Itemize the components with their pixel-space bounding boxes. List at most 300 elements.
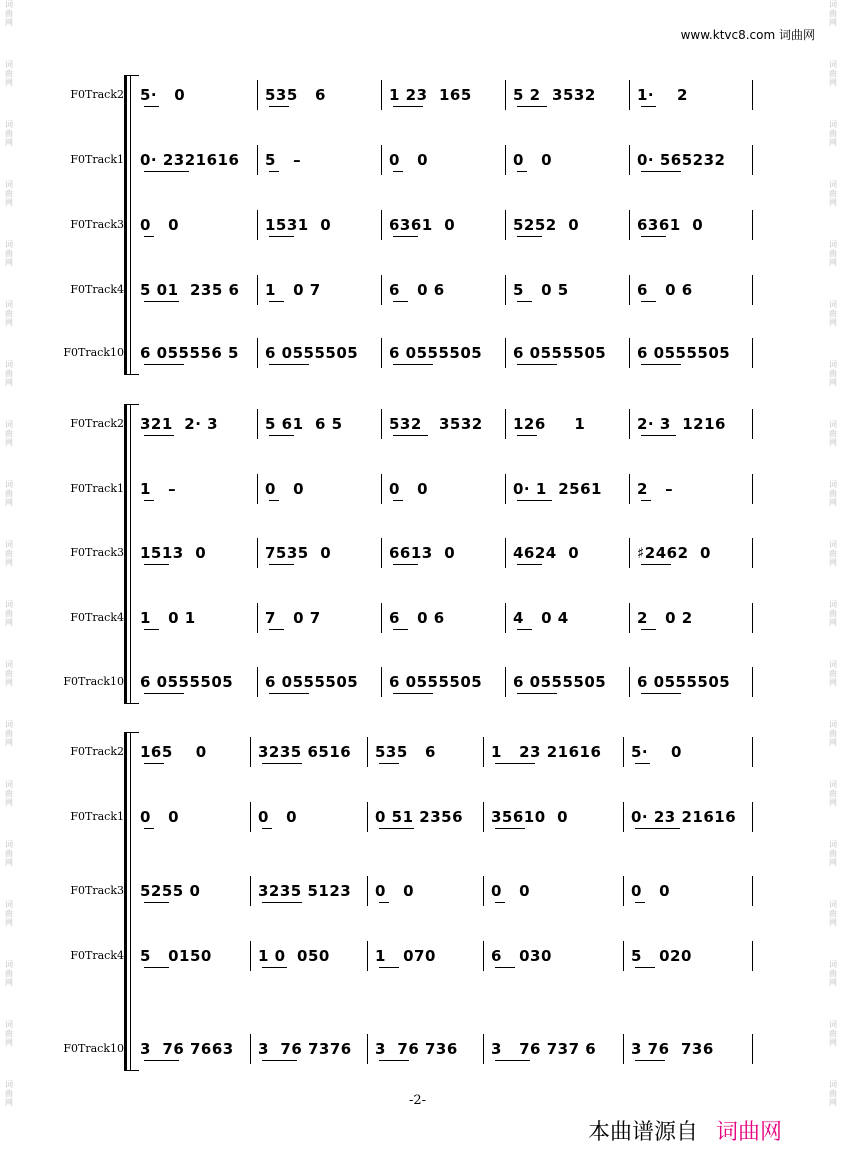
- watermark-glyphs: [2, 960, 16, 987]
- beam-line: [495, 1060, 530, 1061]
- bar-line: [381, 603, 382, 633]
- beam-line: [379, 902, 389, 903]
- measure-notes: 3235 6516: [258, 743, 352, 761]
- measure-notes: 6 0 6: [637, 281, 693, 299]
- measure-notes: 0 51 2356: [375, 808, 464, 826]
- watermark-char: 曲: [829, 549, 837, 558]
- measure-notes: 6 055556 5: [140, 344, 239, 362]
- bar-line: [629, 80, 630, 110]
- bar-line: [752, 210, 753, 240]
- measure-notes: 1 23 165: [389, 86, 472, 104]
- watermark-char: 曲: [829, 1089, 837, 1098]
- watermark-char: 词: [5, 480, 13, 489]
- watermark-char: 曲: [829, 789, 837, 798]
- beam-line: [393, 500, 403, 501]
- bar-line: [505, 538, 506, 568]
- beam-line: [641, 171, 681, 172]
- measure-notes: 535 6: [375, 743, 436, 761]
- watermark-char: 曲: [5, 129, 13, 138]
- track-label: F0Track1: [70, 482, 124, 495]
- watermark-char: 网: [829, 1038, 837, 1047]
- bar-line: [752, 145, 753, 175]
- measure-notes: 6 0555505: [513, 344, 607, 362]
- watermark-char: 词: [829, 660, 837, 669]
- beam-line: [144, 301, 179, 302]
- watermark-char: 网: [5, 738, 13, 747]
- bar-line: [505, 667, 506, 697]
- watermark-glyphs: [2, 840, 16, 867]
- bar-line: [250, 802, 251, 832]
- watermark-char: 网: [5, 618, 13, 627]
- watermark-char: 曲: [829, 909, 837, 918]
- measure-notes: 3235 5123: [258, 882, 352, 900]
- watermark-char: 网: [5, 438, 13, 447]
- beam-line: [495, 967, 515, 968]
- track-label: F0Track10: [63, 1042, 124, 1055]
- beam-line: [393, 236, 418, 237]
- bar-line: [505, 474, 506, 504]
- site-url-header: www.ktvc8.com 词曲网: [680, 28, 815, 42]
- watermark-char: 网: [5, 1038, 13, 1047]
- watermark-char: 曲: [5, 189, 13, 198]
- watermark-glyphs: [826, 60, 840, 87]
- watermark-char: 曲: [829, 369, 837, 378]
- bar-line: [257, 538, 258, 568]
- track-label: F0Track1: [70, 810, 124, 823]
- beam-line: [635, 828, 680, 829]
- watermark-char: 词: [5, 300, 13, 309]
- bar-line: [752, 275, 753, 305]
- measure-notes: 6 0 6: [389, 609, 445, 627]
- bar-line: [752, 802, 753, 832]
- bar-line: [623, 876, 624, 906]
- watermark-glyphs: [2, 1020, 16, 1047]
- beam-line: [269, 564, 294, 565]
- watermark-char: 词: [829, 480, 837, 489]
- watermark-glyphs: [2, 180, 16, 207]
- beam-line: [517, 106, 547, 107]
- watermark-char: 网: [829, 618, 837, 627]
- bar-line: [367, 941, 368, 971]
- bar-line: [505, 409, 506, 439]
- watermark-char: 网: [829, 978, 837, 987]
- watermark-char: 网: [829, 1098, 837, 1107]
- watermark-char: 网: [5, 378, 13, 387]
- watermark-char: 词: [829, 900, 837, 909]
- beam-line: [641, 564, 671, 565]
- bar-line: [505, 210, 506, 240]
- watermark-char: 网: [5, 18, 13, 27]
- bar-line: [483, 876, 484, 906]
- beam-line: [379, 967, 399, 968]
- bar-line: [752, 603, 753, 633]
- beam-line: [517, 171, 527, 172]
- watermark-char: 词: [829, 720, 837, 729]
- watermark-glyphs: [2, 900, 16, 927]
- bar-line: [250, 941, 251, 971]
- beam-line: [269, 106, 289, 107]
- beam-line: [635, 763, 650, 764]
- bar-line: [629, 474, 630, 504]
- bar-line: [257, 210, 258, 240]
- measure-notes: 535 6: [265, 86, 326, 104]
- bar-line: [752, 474, 753, 504]
- watermark-char: 曲: [5, 489, 13, 498]
- watermark-char: 曲: [5, 969, 13, 978]
- beam-line: [144, 364, 184, 365]
- beam-line: [495, 828, 525, 829]
- bar-line: [752, 941, 753, 971]
- watermark-char: 词: [829, 120, 837, 129]
- bar-line: [257, 275, 258, 305]
- track-label: F0Track2: [70, 88, 124, 101]
- track-label: F0Track4: [70, 611, 124, 624]
- watermark-char: 网: [829, 438, 837, 447]
- beam-line: [269, 435, 294, 436]
- watermark-char: 词: [829, 960, 837, 969]
- beam-line: [393, 629, 408, 630]
- watermark-glyphs: [2, 660, 16, 687]
- measure-notes: 1 –: [140, 480, 177, 498]
- watermark-char: 网: [829, 558, 837, 567]
- bar-line: [629, 275, 630, 305]
- measure-notes: 4 0 4: [513, 609, 569, 627]
- watermark-char: 词: [5, 420, 13, 429]
- watermark-char: 曲: [829, 1029, 837, 1038]
- watermark-char: 网: [829, 738, 837, 747]
- bar-line: [381, 409, 382, 439]
- watermark-glyphs: [2, 360, 16, 387]
- measure-notes: 0 0: [491, 882, 531, 900]
- watermark-char: 曲: [829, 669, 837, 678]
- bar-line: [623, 941, 624, 971]
- measure-notes: 5· 0: [631, 743, 682, 761]
- bar-line: [752, 80, 753, 110]
- bar-line: [752, 338, 753, 368]
- bar-line: [629, 210, 630, 240]
- watermark-char: 网: [829, 78, 837, 87]
- bar-line: [623, 1034, 624, 1064]
- watermark-char: 词: [829, 420, 837, 429]
- bar-line: [257, 145, 258, 175]
- watermark-glyphs: [2, 420, 16, 447]
- measure-notes: 6 0555505: [265, 673, 359, 691]
- beam-line: [393, 171, 403, 172]
- watermark-glyphs: [826, 300, 840, 327]
- watermark-char: 网: [829, 198, 837, 207]
- measure-notes: 5 61 6 5: [265, 415, 343, 433]
- watermark-char: 网: [829, 18, 837, 27]
- bar-line: [367, 876, 368, 906]
- watermark-glyphs: [826, 240, 840, 267]
- watermark-glyphs: [826, 780, 840, 807]
- beam-line: [144, 435, 174, 436]
- beam-line: [269, 301, 284, 302]
- beam-line: [144, 500, 154, 501]
- watermark-char: 网: [829, 258, 837, 267]
- measure-notes: 1 070: [375, 947, 436, 965]
- watermark-char: 曲: [5, 669, 13, 678]
- watermark-char: 网: [5, 678, 13, 687]
- measure-notes: 3 76 7663: [140, 1040, 234, 1058]
- watermark-char: 词: [829, 300, 837, 309]
- watermark-char: 曲: [829, 309, 837, 318]
- measure-notes: 3 76 736: [631, 1040, 714, 1058]
- track-label: F0Track4: [70, 283, 124, 296]
- beam-line: [269, 171, 279, 172]
- beam-line: [144, 236, 154, 237]
- bar-line: [381, 474, 382, 504]
- measure-notes: 0 0: [140, 808, 180, 826]
- watermark-char: 曲: [5, 369, 13, 378]
- watermark-glyphs: [826, 480, 840, 507]
- watermark-char: 网: [829, 498, 837, 507]
- watermark-char: 网: [829, 918, 837, 927]
- measure-notes: 5252 0: [513, 216, 580, 234]
- beam-line: [144, 763, 164, 764]
- beam-line: [269, 364, 309, 365]
- beam-line: [144, 828, 154, 829]
- bar-line: [250, 1034, 251, 1064]
- bar-line: [505, 145, 506, 175]
- track-label: F0Track4: [70, 949, 124, 962]
- beam-line: [517, 301, 532, 302]
- watermark-char: 网: [5, 1098, 13, 1107]
- beam-line: [262, 828, 272, 829]
- bar-line: [250, 737, 251, 767]
- beam-line: [262, 763, 302, 764]
- watermark-char: 网: [5, 138, 13, 147]
- watermark-char: 曲: [829, 609, 837, 618]
- measure-notes: 1 0 050: [258, 947, 330, 965]
- system-bracket: [124, 404, 139, 704]
- track-label: F0Track1: [70, 153, 124, 166]
- watermark-glyphs: [826, 600, 840, 627]
- beam-line: [379, 828, 414, 829]
- beam-line: [517, 364, 557, 365]
- measure-notes: ♯2462 0: [637, 544, 711, 562]
- watermark-char: 词: [5, 840, 13, 849]
- bar-line: [483, 737, 484, 767]
- system-bracket: [124, 75, 139, 375]
- measure-notes: 3 76 736: [375, 1040, 458, 1058]
- track-label: F0Track10: [63, 346, 124, 359]
- watermark-char: 曲: [829, 729, 837, 738]
- watermark-char: 词: [5, 900, 13, 909]
- watermark-char: 网: [829, 858, 837, 867]
- bar-line: [629, 603, 630, 633]
- beam-line: [393, 693, 433, 694]
- beam-line: [641, 301, 656, 302]
- watermark-char: 曲: [5, 429, 13, 438]
- measure-notes: 0 0: [513, 151, 553, 169]
- beam-line: [144, 629, 159, 630]
- measure-notes: 7 0 7: [265, 609, 321, 627]
- bar-line: [505, 603, 506, 633]
- measure-notes: 7535 0: [265, 544, 332, 562]
- measure-notes: 1 23 21616: [491, 743, 602, 761]
- bar-line: [381, 275, 382, 305]
- watermark-char: 网: [5, 198, 13, 207]
- beam-line: [393, 564, 418, 565]
- left-watermark-strip: [2, 0, 16, 1172]
- measure-notes: 5 01 235 6: [140, 281, 240, 299]
- bar-line: [629, 338, 630, 368]
- beam-line: [641, 629, 656, 630]
- bar-line: [752, 737, 753, 767]
- measure-notes: 6 0 6: [389, 281, 445, 299]
- watermark-glyphs: [826, 720, 840, 747]
- watermark-char: 词: [5, 600, 13, 609]
- watermark-char: 网: [5, 858, 13, 867]
- watermark-char: 词: [5, 780, 13, 789]
- watermark-glyphs: [826, 1020, 840, 1047]
- track-label: F0Track3: [70, 546, 124, 559]
- measure-notes: 0 0: [375, 882, 415, 900]
- measure-notes: 5 0150: [140, 947, 212, 965]
- watermark-glyphs: [2, 540, 16, 567]
- measure-notes: 165 0: [140, 743, 207, 761]
- beam-line: [144, 693, 184, 694]
- beam-line: [262, 1060, 297, 1061]
- measure-notes: 532 3532: [389, 415, 483, 433]
- measure-notes: 2 –: [637, 480, 674, 498]
- measure-notes: 6 0555505: [140, 673, 234, 691]
- bar-line: [483, 941, 484, 971]
- bar-line: [505, 338, 506, 368]
- watermark-glyphs: [826, 540, 840, 567]
- measure-notes: 1531 0: [265, 216, 332, 234]
- measure-notes: 1513 0: [140, 544, 207, 562]
- beam-line: [641, 364, 681, 365]
- bar-line: [752, 876, 753, 906]
- bar-line: [381, 667, 382, 697]
- watermark-glyphs: [2, 480, 16, 507]
- watermark-char: 曲: [829, 489, 837, 498]
- bar-line: [257, 474, 258, 504]
- measure-notes: 0· 1 2561: [513, 480, 602, 498]
- beam-line: [144, 967, 169, 968]
- track-label: F0Track3: [70, 884, 124, 897]
- watermark-char: 词: [5, 660, 13, 669]
- bar-line: [629, 538, 630, 568]
- watermark-char: 词: [829, 0, 837, 9]
- watermark-char: 网: [829, 678, 837, 687]
- watermark-char: 曲: [829, 9, 837, 18]
- system-bracket: [124, 732, 139, 1071]
- watermark-char: 网: [5, 798, 13, 807]
- watermark-char: 网: [829, 798, 837, 807]
- measure-notes: 0· 565232: [637, 151, 726, 169]
- watermark-glyphs: [2, 60, 16, 87]
- measure-notes: 0 0: [631, 882, 671, 900]
- measure-notes: 2· 3 1216: [637, 415, 726, 433]
- bar-line: [629, 667, 630, 697]
- measure-notes: 1 0 7: [265, 281, 321, 299]
- watermark-char: 曲: [5, 609, 13, 618]
- beam-line: [495, 902, 505, 903]
- watermark-glyphs: [826, 0, 840, 27]
- bar-line: [257, 667, 258, 697]
- watermark-glyphs: [2, 720, 16, 747]
- measure-notes: 0 0: [265, 480, 305, 498]
- watermark-char: 网: [5, 978, 13, 987]
- beam-line: [393, 301, 408, 302]
- track-label: F0Track2: [70, 745, 124, 758]
- bar-line: [381, 338, 382, 368]
- watermark-char: 曲: [5, 789, 13, 798]
- watermark-char: 曲: [829, 849, 837, 858]
- bar-line: [505, 275, 506, 305]
- track-label: F0Track2: [70, 417, 124, 430]
- beam-line: [641, 435, 676, 436]
- beam-line: [262, 967, 287, 968]
- page-number: -2-: [409, 1093, 427, 1108]
- watermark-char: 词: [5, 0, 13, 9]
- beam-line: [635, 967, 655, 968]
- watermark-glyphs: [826, 900, 840, 927]
- measure-notes: 1 0 1: [140, 609, 196, 627]
- beam-line: [144, 106, 159, 107]
- measure-notes: 0 0: [258, 808, 298, 826]
- watermark-char: 网: [5, 258, 13, 267]
- watermark-char: 网: [5, 78, 13, 87]
- measure-notes: 35610 0: [491, 808, 569, 826]
- watermark-char: 曲: [5, 849, 13, 858]
- bar-line: [629, 409, 630, 439]
- bar-line: [257, 338, 258, 368]
- beam-line: [635, 902, 645, 903]
- beam-line: [393, 435, 428, 436]
- beam-line: [517, 564, 542, 565]
- measure-notes: 3 76 7376: [258, 1040, 352, 1058]
- watermark-glyphs: [826, 120, 840, 147]
- measure-notes: 5 –: [265, 151, 302, 169]
- watermark-char: 曲: [5, 729, 13, 738]
- watermark-char: 词: [5, 960, 13, 969]
- watermark-char: 曲: [5, 69, 13, 78]
- watermark-char: 词: [829, 600, 837, 609]
- beam-line: [641, 500, 651, 501]
- bar-line: [381, 538, 382, 568]
- bar-line: [250, 876, 251, 906]
- beam-line: [144, 1060, 179, 1061]
- track-label: F0Track10: [63, 675, 124, 688]
- watermark-char: 词: [5, 180, 13, 189]
- bar-line: [257, 409, 258, 439]
- bar-line: [367, 1034, 368, 1064]
- watermark-char: 词: [829, 60, 837, 69]
- watermark-glyphs: [826, 360, 840, 387]
- bar-line: [257, 80, 258, 110]
- measure-notes: 6613 0: [389, 544, 456, 562]
- source-text: 本曲谱源自: [588, 1120, 699, 1145]
- bar-line: [381, 80, 382, 110]
- beam-line: [641, 106, 656, 107]
- watermark-char: 词: [829, 1020, 837, 1029]
- bar-line: [752, 409, 753, 439]
- bar-line: [381, 210, 382, 240]
- watermark-glyphs: [826, 180, 840, 207]
- watermark-char: 词: [5, 360, 13, 369]
- beam-line: [393, 364, 433, 365]
- measure-notes: 6361 0: [637, 216, 704, 234]
- measure-notes: 0· 23 21616: [631, 808, 737, 826]
- measure-notes: 3 76 737 6: [491, 1040, 597, 1058]
- watermark-char: 曲: [829, 249, 837, 258]
- watermark-char: 曲: [5, 909, 13, 918]
- measure-notes: 5 020: [631, 947, 692, 965]
